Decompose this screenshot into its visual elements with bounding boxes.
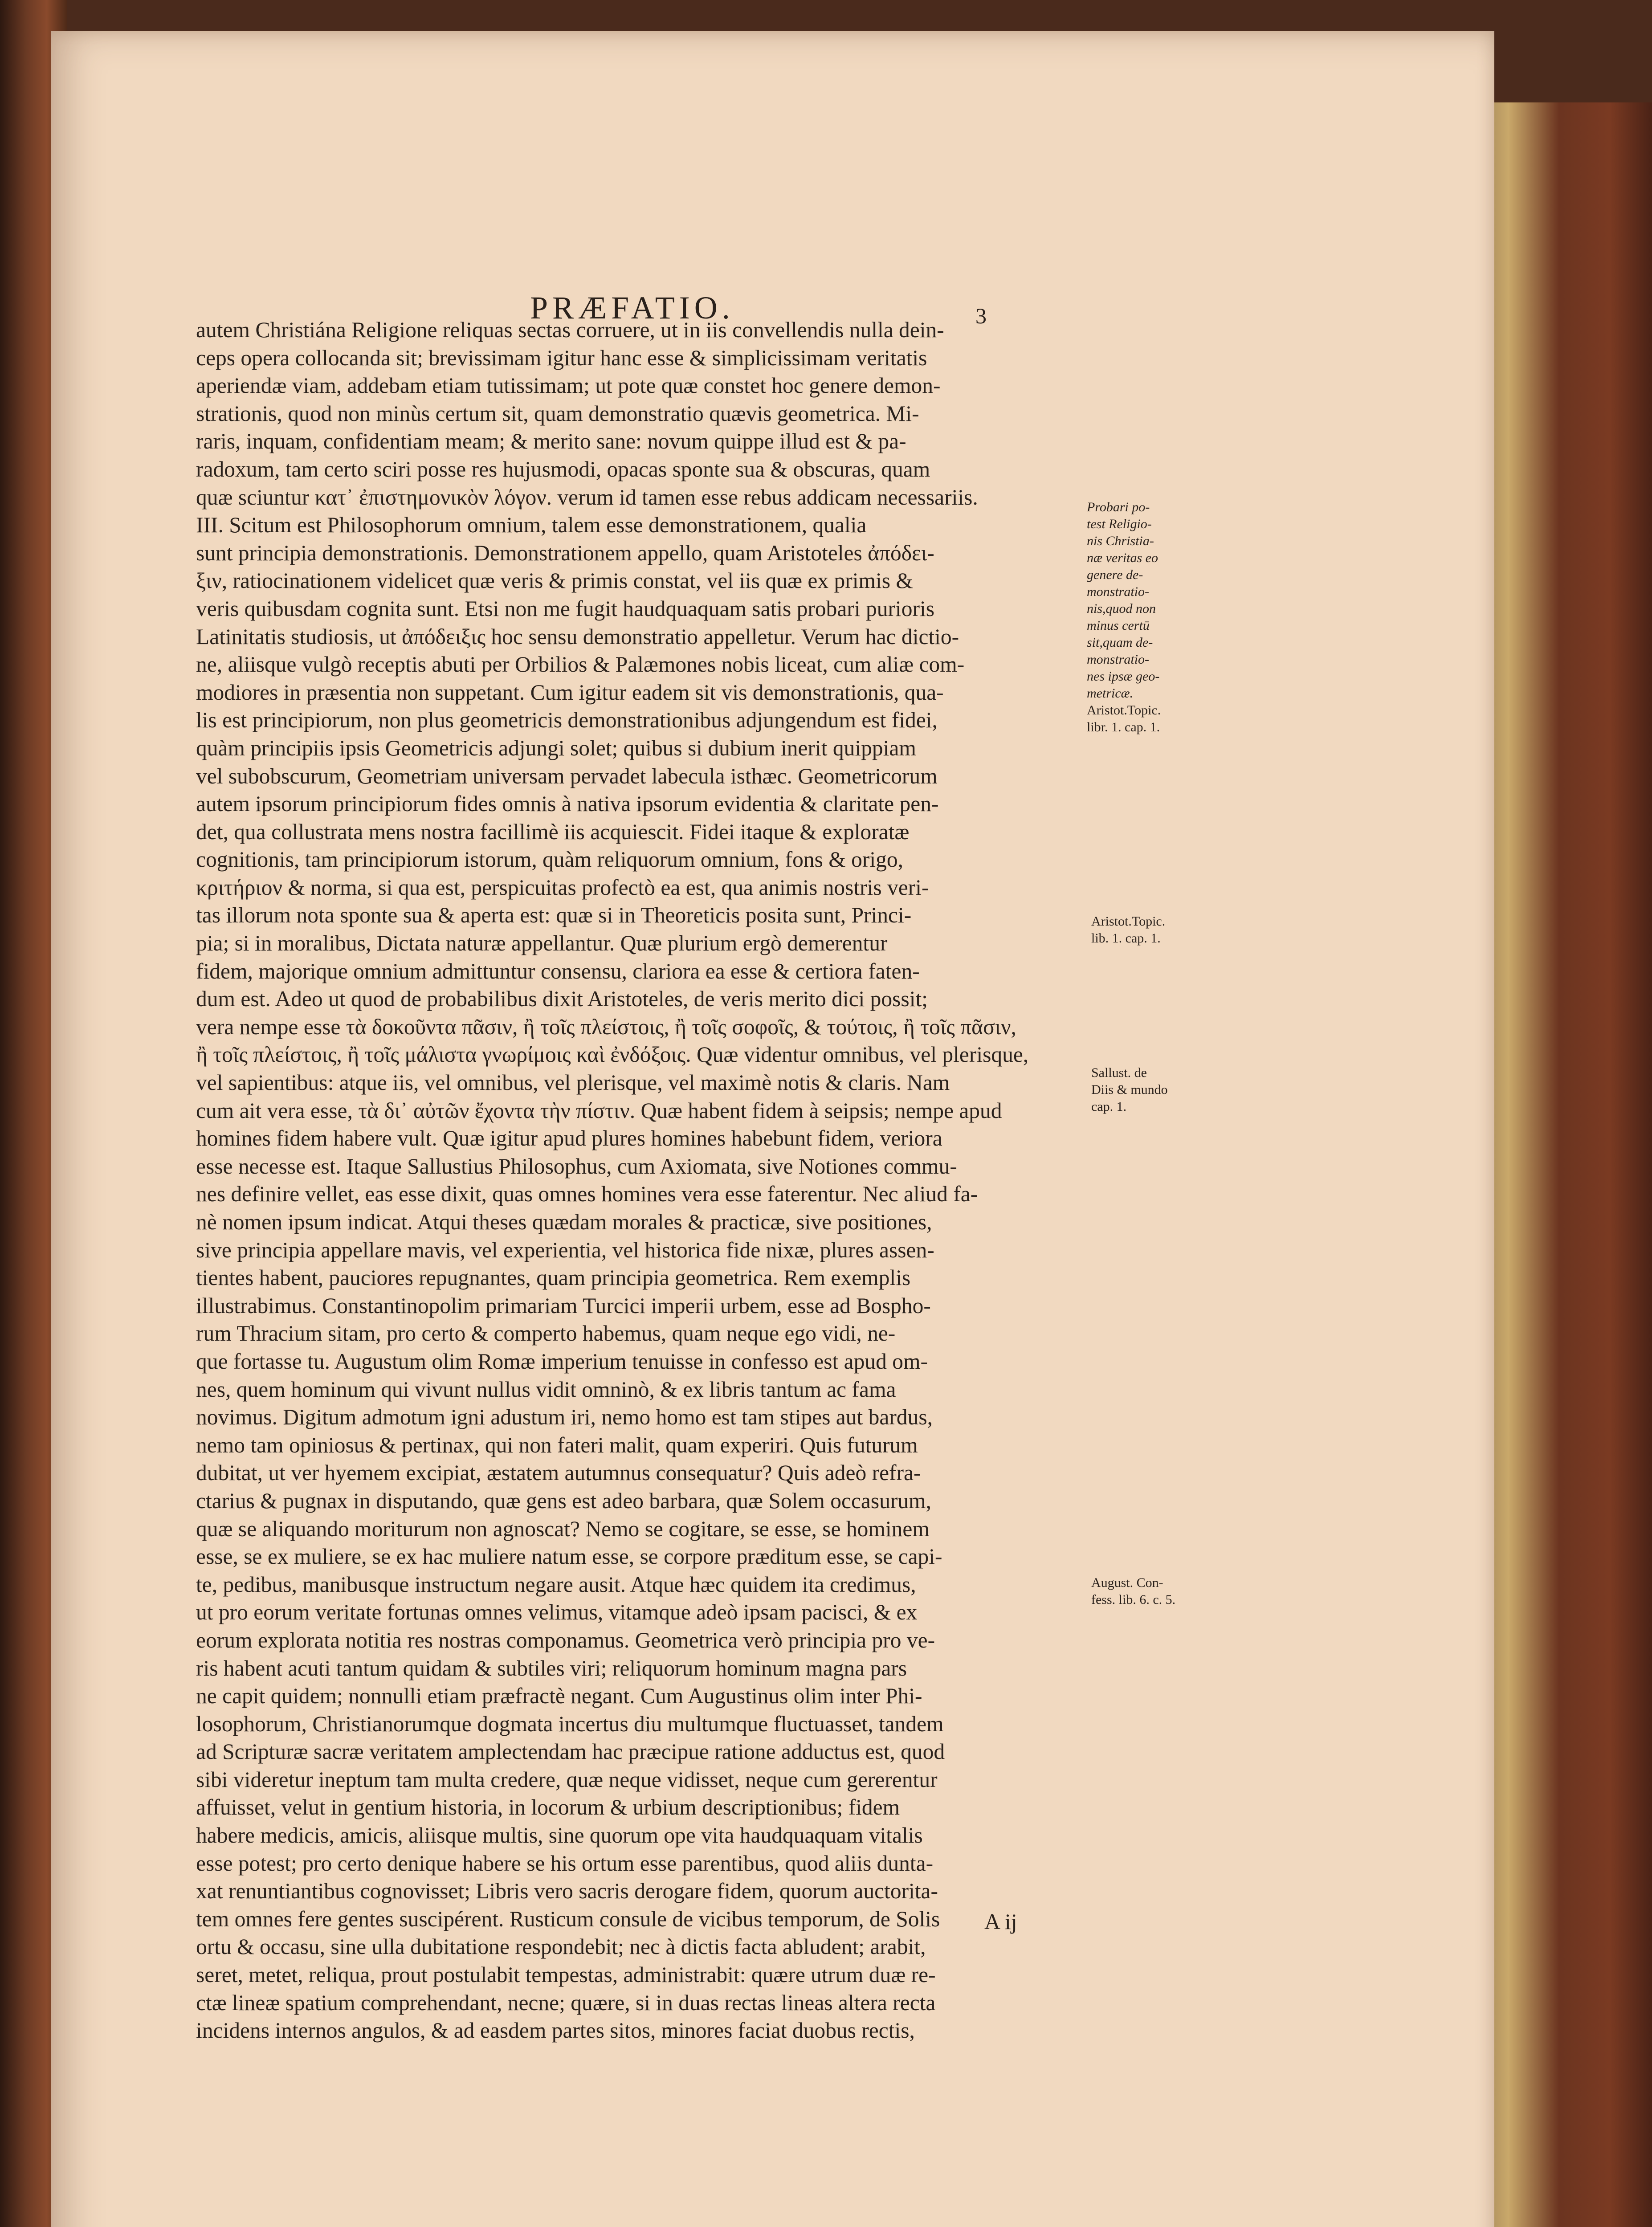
text-line: ut pro eorum veritate fortunas omnes velimus, vitamque adeò ipsam pacisci, & ex: [196, 1600, 918, 1625]
text-line: tientes habent, pauciores repugnantes, quam principia geometrica. Rem exemplis: [196, 1265, 911, 1290]
margin-note-line: test Religio-: [1087, 517, 1152, 531]
text-line: dum est. Adeo ut quod de probabilibus dixit Aristoteles, de veris merito dici possit;: [196, 987, 928, 1012]
text-line: que fortasse tu. Augustum olim Romæ imperium tenuisse in confesso est apud om-: [196, 1349, 928, 1374]
text-line: ἢ τοῖς πλείστοις, ἢ τοῖς μάλιστα γνωρίμοις καὶ ἐνδόξοις. Quæ videntur omnibus, vel plerisque,: [196, 1042, 1029, 1067]
text-line: eorum explorata notitia res nostras componamus. Geometrica verò principia pro ve-: [196, 1627, 935, 1652]
margin-note-line: lib. 1. cap. 1.: [1091, 931, 1161, 946]
text-line: aperiendæ viam, addebam etiam tutissimam; ut pote quæ constet hoc genere demon-: [196, 373, 941, 398]
margin-note-line: metricæ.: [1087, 686, 1134, 701]
margin-note-line: Sallust. de: [1091, 1065, 1147, 1080]
margin-note-line: cap. 1.: [1091, 1099, 1127, 1114]
text-line: nemo tam opiniosus & pertinax, qui non fateri malit, quam experiri. Quis futurum: [196, 1432, 918, 1457]
text-line: novimus. Digitum admotum igni adustum iri, nemo homo est tam stipes aut bardus,: [196, 1405, 933, 1430]
text-line: quàm principiis ipsis Geometricis adjungi solet; quibus si dubium inerit quippiam: [196, 735, 916, 760]
margin-note-line: monstratio-: [1087, 652, 1150, 667]
text-line: ne, aliisque vulgò receptis abuti per Orbilios & Palæmones nobis liceat, cum aliæ com-: [196, 652, 965, 677]
margin-note-line: Aristot.Topic.: [1091, 914, 1166, 929]
text-line: ctæ lineæ spatium comprehendant, necne; quære, si in duas rectas lineas altera recta: [196, 1990, 936, 2015]
text-line: fidem, majorique omnium admittuntur consensu, clariora ea esse & certiora faten-: [196, 959, 920, 983]
text-line: det, qua collustrata mens nostra facillimè iis acquiescit. Fidei itaque & exploratæ: [196, 819, 910, 844]
text-line: cognitionis, tam principiorum istorum, quàm reliquorum omnium, fons & origo,: [196, 847, 903, 872]
signature-mark: A ij: [984, 1909, 1017, 1934]
text-line: strationis, quod non minùs certum sit, quam demonstratio quævis geometrica. Mi-: [196, 401, 919, 426]
text-line: quæ se aliquando moriturum non agnoscat? Nemo se cogitare, se esse, se hominem: [196, 1516, 930, 1541]
margin-note-line: nes ipsæ geo-: [1087, 669, 1160, 684]
page-header: [51, 263, 1494, 328]
text-line: modiores in præsentia non suppetant. Cum igitur eadem sit vis demonstrationis, qua-: [196, 680, 944, 705]
text-line: esse potest; pro certo denique habere se his ortum esse parentibus, quod aliis dunta-: [196, 1851, 934, 1876]
text-line: sibi videretur ineptum tam multa credere, quæ neque vidisset, neque cum gererentur: [196, 1767, 938, 1792]
text-line: quæ sciuntur κατ᾽ ἐπιστημονικὸν λόγον. verum id tamen esse rebus addicam necessariis.: [196, 485, 978, 510]
margin-note-augustine: [1091, 1574, 1175, 1608]
text-line: incidens internos angulos, & ad easdem partes sitos, minores faciat duobus rectis,: [196, 2018, 915, 2043]
margin-note-probari: [1087, 499, 1207, 736]
text-line: te, pedibus, manibusque instructum negare ausit. Atque hæc quidem ita credimus,: [196, 1572, 916, 1597]
text-line: autem Christiána Religione reliquas sectas corruere, ut in iis convellendis nulla dein-: [196, 318, 944, 342]
text-line: rum Thracium sitam, pro certo & comperto habemus, quam neque ego vidi, ne-: [196, 1321, 896, 1346]
margin-note-line: fess. lib. 6. c. 5.: [1091, 1592, 1176, 1607]
text-line: cum ait vera esse, τὰ δι᾽ αὐτῶν ἔχοντα τὴν πίστιν. Quæ habent fidem à seipsis; nempe apud: [196, 1098, 1002, 1123]
margin-note-line: nis,quod non: [1087, 601, 1156, 616]
text-line: habere medicis, amicis, aliisque multis, sine quorum ope vita haudquaquam vitalis: [196, 1823, 923, 1848]
text-line: lis est principiorum, non plus geometricis demonstrationibus adjungendum est fidei,: [196, 708, 938, 733]
margin-note-line: Aristot.Topic.: [1087, 703, 1161, 718]
text-line: κριτήριον & norma, si qua est, perspicuitas profectò ea est, qua animis nostris veri-: [196, 875, 929, 900]
text-line: sunt principia demonstrationis. Demonstrationem appello, quam Aristoteles ἀπόδει-: [196, 540, 934, 565]
margin-note-line: nis Christia-: [1087, 534, 1154, 548]
text-line: Latinitatis studiosis, ut ἀπόδειξις hoc sensu demonstratio appelletur. Verum hac dictio-: [196, 624, 959, 649]
margin-note-line: libr. 1. cap. 1.: [1087, 720, 1160, 734]
text-line: seret, metet, reliqua, prout postulabit tempestas, administrabit: quære utrum duæ re-: [196, 1962, 936, 1987]
text-line: ris habent acuti tantum quidam & subtiles viri; reliquorum hominum magna pars: [196, 1656, 907, 1680]
text-line: radoxum, tam certo sciri posse res hujusmodi, opacas sponte sua & obscuras, quam: [196, 457, 930, 481]
text-line: pia; si in moralibus, Dictata naturæ appellantur. Quæ plurium ergò demerentur: [196, 931, 888, 956]
text-line: vel subobscurum, Geometriam universam pervadet labecula isthæc. Geometricorum: [196, 763, 938, 788]
running-title: PRÆFATIO.: [530, 290, 734, 326]
text-line: tas illorum nota sponte sua & aperta est: quæ si in Theoreticis posita sunt, Princi-: [196, 903, 912, 928]
book-page: [51, 31, 1494, 2227]
margin-note-line: næ veritas eo: [1087, 551, 1158, 565]
text-line: veris quibusdam cognita sunt. Etsi non me fugit haudquaquam satis probari purioris: [196, 596, 934, 621]
text-line: dubitat, ut ver hyemem excipiat, æstatem autumnus consequatur? Quis adeò refra-: [196, 1460, 921, 1485]
main-text: [196, 316, 1082, 2045]
text-line: nes definire vellet, eas esse dixit, quas omnes homines vera esse faterentur. Nec aliud fa-: [196, 1182, 978, 1207]
text-line: nes, quem hominum qui vivunt nullus vidit omninò, & ex libris tantum ac fama: [196, 1377, 896, 1402]
margin-note-line: Probari po-: [1087, 500, 1150, 514]
text-line: ceps opera collocanda sit; brevissimam igitur hanc esse & simplicissimam veritatis: [196, 345, 927, 370]
page-edges: [1483, 102, 1652, 2227]
margin-note-line: sit,quam de-: [1087, 635, 1153, 650]
text-line: losophorum, Christianorumque dogmata incertus diu multumque fluctuasset, tandem: [196, 1711, 944, 1736]
text-line: esse necesse est. Itaque Sallustius Philosophus, cum Axiomata, sive Notiones commu-: [196, 1154, 957, 1179]
margin-note-line: genere de-: [1087, 567, 1143, 582]
margin-note-aristotle: [1091, 913, 1165, 947]
text-line: III. Scitum est Philosophorum omnium, talem esse demonstrationem, qualia: [196, 513, 867, 538]
text-line: ne capit quidem; nonnulli etiam præfractè negant. Cum Augustinus olim inter Phi-: [196, 1684, 922, 1709]
text-line: raris, inquam, confidentiam meam; & merito sane: novum quippe illud est & pa-: [196, 429, 906, 454]
text-line: tem omnes fere gentes suscipérent. Rusticum consule de vicibus temporum, de Solis: [196, 1906, 940, 1931]
text-line: autem ipsorum principiorum fides omnis à nativa ipsorum evidentia & claritate pen-: [196, 791, 939, 816]
text-line: vera nempe esse τὰ δοκοῦντα πᾶσιν, ἢ τοῖς πλείστοις, ἢ τοῖς σοφοῖς, & τούτοις, ἢ τοῖς πᾶσιν,: [196, 1014, 1016, 1039]
text-line: esse, se ex muliere, se ex hac muliere natum esse, se corpore præditum esse, se capi-: [196, 1544, 942, 1569]
margin-note-line: minus certū: [1087, 618, 1150, 633]
page-number: 3: [975, 303, 987, 328]
text-line: xat renuntiantibus cognovisset; Libris vero sacris derogare fidem, quorum auctorita-: [196, 1879, 938, 1904]
text-line: nè nomen ipsum indicat. Atqui theses quædam morales & practicæ, sive positiones,: [196, 1210, 932, 1234]
text-line: affuisset, velut in gentium historia, in locorum & urbium descriptionibus; fidem: [196, 1795, 900, 1820]
text-line: ctarius & pugnax in disputando, quæ gens est adeo barbara, quæ Solem occasurum,: [196, 1488, 932, 1513]
margin-note-sallust: [1091, 1065, 1168, 1115]
text-line: homines fidem habere vult. Quæ igitur apud plures homines habebunt fidem, veriora: [196, 1126, 942, 1151]
text-line: vel sapientibus: atque iis, vel omnibus, vel plerisque, vel maximè notis & claris. Nam: [196, 1070, 950, 1095]
text-line: illustrabimus. Constantinopolim primariam Turcici imperii urbem, esse ad Bospho-: [196, 1293, 931, 1318]
text-line: ortu & occasu, sine ulla dubitatione respondebit; nec à dictis facta abludent; arabit,: [196, 1934, 926, 1959]
text-line: ξιν, ratiocinationem videlicet quæ veris & primis constat, vel iis quæ ex primis &: [196, 568, 913, 593]
margin-note-line: Diis & mundo: [1091, 1082, 1168, 1097]
margin-note-line: monstratio-: [1087, 584, 1150, 599]
text-line: ad Scripturæ sacræ veritatem amplectendam hac præcipue ratione adductus est, quod: [196, 1739, 945, 1764]
margin-note-line: August. Con-: [1091, 1575, 1163, 1590]
text-line: sive principia appellare mavis, vel experientia, vel historica fide nixæ, plures assen-: [196, 1237, 934, 1262]
